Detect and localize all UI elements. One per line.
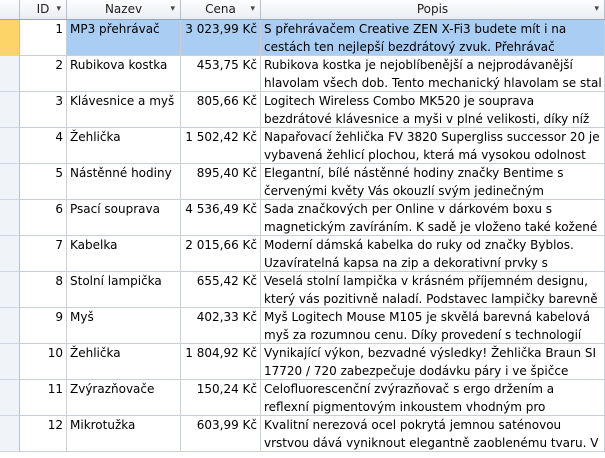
record-selector[interactable] — [0, 200, 20, 236]
cell-popis[interactable]: Vynikající výkon, bezvadné výsledky! Žehlička Braun SI 17720 / 720 zabezpečuje dodávku páry i ve špičce — [261, 344, 605, 380]
cell-popis[interactable]: Myš Logitech Mouse M105 je skvělá barevná kabelová myš za rozumnou cenu. Díky provedení s technologií — [261, 308, 605, 344]
record-selector[interactable] — [0, 20, 20, 56]
table-row[interactable] — [0, 200, 605, 236]
cell-cena[interactable]: 3 023,99 Kč — [181, 20, 261, 56]
table-row[interactable] — [0, 380, 605, 416]
table-row[interactable] — [0, 164, 605, 200]
cell-id[interactable]: 9 — [20, 308, 67, 344]
chevron-down-icon[interactable]: ▾ — [170, 4, 175, 14]
cell-id[interactable]: 10 — [20, 344, 67, 380]
record-selector[interactable] — [0, 416, 20, 452]
record-selector[interactable] — [0, 344, 20, 380]
record-selector[interactable] — [0, 236, 20, 272]
column-header-id-label: ID — [36, 2, 50, 16]
cell-popis[interactable]: Sada značkových per Online v dárkovém boxu s magnetickým zavíráním. K sadě je vloženo také kožené — [261, 200, 605, 236]
cell-cena[interactable]: 2 015,66 Kč — [181, 236, 261, 272]
cell-nazev[interactable]: Žehlička — [67, 344, 181, 380]
cell-nazev[interactable]: Psací souprava — [67, 200, 181, 236]
table-row[interactable] — [0, 344, 605, 380]
cell-cena[interactable]: 150,24 Kč — [181, 380, 261, 416]
table-row[interactable] — [0, 56, 605, 92]
cell-cena[interactable]: 603,99 Kč — [181, 416, 261, 452]
cell-id[interactable]: 6 — [20, 200, 67, 236]
cell-cena[interactable]: 1 804,92 Kč — [181, 344, 261, 380]
cell-nazev[interactable]: MP3 přehrávač — [67, 20, 181, 56]
cell-cena[interactable]: 895,40 Kč — [181, 164, 261, 200]
record-selector[interactable] — [0, 164, 20, 200]
record-selector[interactable] — [0, 56, 20, 92]
cell-popis[interactable]: Celofluorescenční zvýrazňovač s ergo držením a reflexní pigmentovým inkoustem vhodným pro — [261, 380, 605, 416]
cell-cena[interactable]: 1 502,42 Kč — [181, 128, 261, 164]
cell-cena[interactable]: 453,75 Kč — [181, 56, 261, 92]
record-selector[interactable] — [0, 272, 20, 308]
chevron-down-icon[interactable]: ▾ — [594, 4, 599, 14]
cell-id[interactable]: 4 — [20, 128, 67, 164]
cell-popis[interactable]: Kvalitní nerezová ocel pokrytá jemnou saténovou vrstvou dává vyniknout elegantně zaoblenému tvaru. V — [261, 416, 605, 452]
cell-popis[interactable]: Veselá stolní lampička v krásném příjemném designu, který vás pozitivně naladí. Podstavec lampičky barevně — [261, 272, 605, 308]
cell-popis[interactable]: S přehrávačem Creative ZEN X-Fi3 budete mít i na cestách ten nejlepší bezdrátový zvuk. Přehrávač — [261, 20, 605, 56]
table-row[interactable] — [0, 20, 605, 56]
cell-nazev[interactable]: Žehlička — [67, 128, 181, 164]
table-row[interactable] — [0, 272, 605, 308]
column-header-bar — [0, 0, 605, 20]
cell-popis[interactable]: Elegantní, bílé nástěnné hodiny značky Bentime s červenými květy Vás okouzlí svým jedinečným — [261, 164, 605, 200]
cell-nazev[interactable]: Stolní lampička — [67, 272, 181, 308]
cell-nazev[interactable]: Klávesnice a myš — [67, 92, 181, 128]
select-all-corner[interactable] — [0, 0, 20, 19]
table-row[interactable] — [0, 92, 605, 128]
cell-id[interactable]: 3 — [20, 92, 67, 128]
column-header-id[interactable] — [20, 0, 67, 19]
record-selector[interactable] — [0, 308, 20, 344]
cell-id[interactable]: 8 — [20, 272, 67, 308]
cell-popis[interactable]: Rubikova kostka je nejoblíbenější a nejprodávanější hlavolam všech dob. Tento mechanický hlavolam se stal — [261, 56, 605, 92]
cell-cena[interactable]: 655,42 Kč — [181, 272, 261, 308]
cell-cena[interactable]: 4 536,49 Kč — [181, 200, 261, 236]
column-header-popis[interactable] — [261, 0, 605, 19]
record-selector[interactable] — [0, 92, 20, 128]
record-selector[interactable] — [0, 128, 20, 164]
table-row[interactable] — [0, 308, 605, 344]
cell-popis[interactable]: Moderní dámská kabelka do ruky od značky Byblos. Uzavíratelná kapsa na zip a dekorativní prvky s — [261, 236, 605, 272]
cell-nazev[interactable]: Mikrotužka — [67, 416, 181, 452]
table-row[interactable] — [0, 236, 605, 272]
cell-id[interactable]: 11 — [20, 380, 67, 416]
cell-nazev[interactable]: Nástěnné hodiny — [67, 164, 181, 200]
chevron-down-icon[interactable]: ▾ — [250, 4, 255, 14]
cell-nazev[interactable]: Kabelka — [67, 236, 181, 272]
cell-id[interactable]: 5 — [20, 164, 67, 200]
cell-nazev[interactable]: Zvýrazňovače — [67, 380, 181, 416]
cell-id[interactable]: 12 — [20, 416, 67, 452]
cell-id[interactable]: 1 — [20, 20, 67, 56]
column-header-nazev-label: Nazev — [104, 2, 143, 16]
cell-id[interactable]: 2 — [20, 56, 67, 92]
column-header-cena[interactable] — [181, 0, 261, 19]
column-header-cena-label: Cena — [205, 2, 236, 16]
cell-nazev[interactable]: Myš — [67, 308, 181, 344]
cell-id[interactable]: 7 — [20, 236, 67, 272]
cell-popis[interactable]: Logitech Wireless Combo MK520 je souprava bezdrátové klávesnice a myši v plné velikosti, díky níž — [261, 92, 605, 128]
cell-cena[interactable]: 805,66 Kč — [181, 92, 261, 128]
column-header-nazev[interactable] — [67, 0, 181, 19]
table-row[interactable] — [0, 416, 605, 452]
table-row[interactable] — [0, 128, 605, 164]
chevron-down-icon[interactable]: ▾ — [56, 4, 61, 14]
cell-popis[interactable]: Napařovací žehlička FV 3820 Supergliss successor 20 je vybavená žehlicí plochou, která má vysokou odolnost — [261, 128, 605, 164]
cell-cena[interactable]: 402,33 Kč — [181, 308, 261, 344]
column-header-popis-label: Popis — [416, 2, 449, 16]
cell-nazev[interactable]: Rubikova kostka — [67, 56, 181, 92]
record-selector[interactable] — [0, 380, 20, 416]
